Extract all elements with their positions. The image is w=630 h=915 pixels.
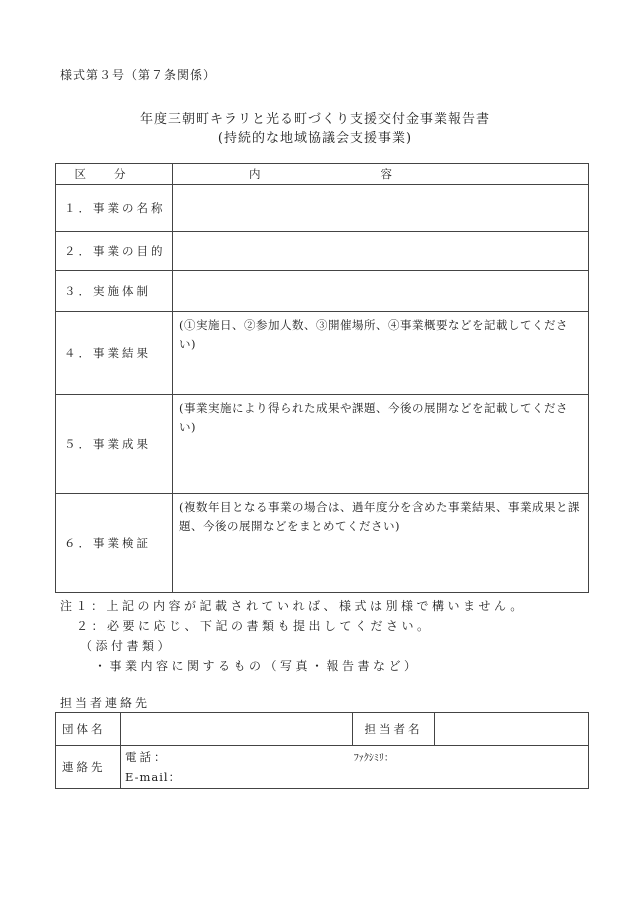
person-input[interactable] (435, 713, 589, 746)
note-1: 注１：上記の内容が記載されていれば、様式は別様で構いません。 (60, 599, 526, 613)
table-row (56, 312, 589, 395)
form-number: 様式第３号（第７条関係） (60, 68, 217, 82)
attachment-item: ・事業内容に関するもの（写真・報告書など） (94, 659, 420, 673)
table-header-row (56, 164, 589, 185)
table-row (56, 232, 589, 271)
document-title: 年度三朝町キラリと光る町づくり支援交付金事業報告書 (139, 112, 490, 127)
attachments-heading: （添付書類） (80, 639, 174, 653)
fax-label: ﾌｧｸｼﾐﾘ： (353, 753, 394, 764)
row-label-verification: ６．事業検証 (56, 494, 173, 593)
contact-label: 連絡先 (56, 746, 121, 789)
org-input[interactable] (121, 713, 353, 746)
table-row (56, 395, 589, 494)
contact-row-details (56, 746, 589, 789)
row-input-purpose[interactable] (173, 232, 589, 271)
row-input-results[interactable]: (①実施日、②参加人数、③開催場所、④事業概要などを記載してください) (173, 312, 589, 395)
row-label-name: １．事業の名称 (56, 185, 173, 232)
row-label-outcomes: ５．事業成果 (56, 395, 173, 494)
row-input-name[interactable] (173, 185, 589, 232)
header-content: 内容 (173, 164, 589, 185)
phone-label: 電話： (125, 750, 169, 764)
header-category: 区分 (56, 164, 173, 185)
row-label-structure: ３．実施体制 (56, 271, 173, 312)
row-label-purpose: ２．事業の目的 (56, 232, 173, 271)
table-row (56, 494, 589, 593)
document-subtitle: (持続的な地域協議会支援事業) (217, 131, 413, 146)
table-row (56, 185, 589, 232)
report-table (55, 163, 589, 593)
org-label: 団体名 (56, 713, 121, 746)
contact-heading: 担当者連絡先 (60, 696, 151, 710)
row-input-verification[interactable]: (複数年目となる事業の場合は、過年度分を含めた事業結果、事業成果と課題、今後の展開などをまとめてください) (173, 494, 589, 593)
row-label-results: ４．事業結果 (56, 312, 173, 395)
contact-details (121, 746, 589, 789)
table-row (56, 271, 589, 312)
row-input-structure[interactable] (173, 271, 589, 312)
contact-table (55, 712, 589, 789)
email-label: E-mail： (125, 770, 182, 784)
notes-block (60, 596, 526, 676)
note-2: ２：必要に応じ、下記の書類も提出してください。 (76, 619, 433, 633)
contact-row-org (56, 713, 589, 746)
person-label: 担当者名 (353, 713, 435, 746)
row-input-outcomes[interactable]: (事業実施により得られた成果や課題、今後の展開などを記載してください) (173, 395, 589, 494)
